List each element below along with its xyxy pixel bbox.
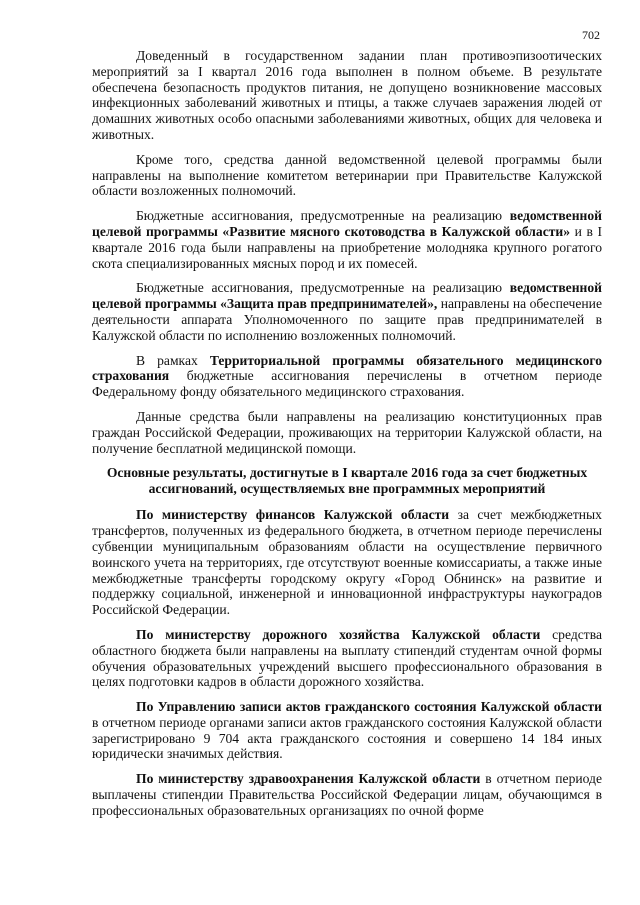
program-name: ведомственной целевой программы «Защита прав предпринимателей», (92, 280, 602, 312)
paragraph-entrepreneurs-program (92, 280, 602, 343)
paragraph-text-rest: за счет межбюджетных трансфертов, полученных из федерального бюджета, в отчетном периоде перечислены субвенции муниципальным образованиям области на осуществление первичного воинского учета на территориях, где отсутствуют военные комиссариаты, а также иные межбюджетные трансферты городскому округу «Город Обнинск» на развитие и поддержку социальной, инженерной и инновационной инфраструктуры наукоградов Российской Федерации. (92, 507, 602, 618)
program-name: ведомственной целевой программы «Развитие мясного скотоводства в Калужской области» (92, 208, 602, 239)
paragraph-medical-insurance (92, 353, 602, 400)
paragraph-text-lead: Бюджетные ассигнования, предусмотренные на реализацию (136, 208, 510, 224)
paragraph-plan-fulfillment (92, 48, 602, 143)
program-name: Территориальной программы обязательного медицинского страхования (92, 352, 603, 384)
ministry-name: По министерству дорожного хозяйства Калужской области (136, 626, 541, 642)
paragraph-text-rest: в отчетном периоде органами записи актов гражданского состояния Калужской области зарегистрировано 9 704 акта гражданского состояния и совершено 14 184 иных юридически значимых действия. (92, 714, 602, 762)
section-heading: Основные результаты, достигнутые в I квартале 2016 года за счет бюджетных ассигнований, осуществляемых вне программных мероприятий (106, 465, 588, 497)
paragraph-text-rest: направлены на обеспечение деятельности аппарата Уполномоченного по защите прав предпринимателей в Калужской области по исполнению возложенных полномочий. (92, 296, 602, 343)
paragraph-text-lead: Бюджетные ассигнования, предусмотренные на реализацию (136, 280, 510, 296)
ministry-name: По Управлению записи актов гражданского состояния Калужской области (136, 699, 602, 715)
paragraph-meat-cattle-program (92, 208, 602, 271)
paragraph-text: Доведенный в государственном задании план противоэпизоотических мероприятий за I квартал 2016 года выполнен в полном объеме. В результате обеспечена безопасность продуктов питания, не допущено возникновение массовых инфекционных заболеваний животных и птицы, а также случаев заражения людей от домашних животных особо опасными заболеваниями животных, общих для человека и животных. (92, 48, 602, 142)
paragraph-text-rest: и в I квартале 2016 года были направлены на приобретение молодняка крупного рогатого скота специализированных мясных пород и их помесей. (92, 223, 602, 271)
paragraph-text: Данные средства были направлены на реализацию конституционных прав граждан Российской Федерации, проживающих на территории Калужской области, на получение бесплатной медицинской помощи. (92, 408, 602, 456)
paragraph-veterinary-committee (92, 152, 602, 199)
page-number: 702 (582, 28, 600, 42)
paragraph-text-rest: средства областного бюджета были направлены на выплату стипендий студентам очной формы обучения образовательных учреждений высшего профессионального образования в целях подготовки кадров в области дорожного хозяйства. (92, 626, 603, 690)
paragraph-ministry-roads (92, 627, 602, 690)
ministry-name: По министерству здравоохранения Калужской области (136, 771, 481, 787)
ministry-name: По министерству финансов Калужской области (136, 507, 450, 523)
paragraph-text-lead: В рамках (136, 352, 210, 368)
paragraph-text: Кроме того, средства данной ведомственной целевой программы были направлены на выполнение комитетом ветеринарии при Правительстве Калужской области возложенных полномочий. (92, 151, 602, 199)
paragraph-text-rest: бюджетные ассигнования перечислены в отчетном периоде Федеральному фонду обязательного медицинского страхования. (92, 368, 602, 400)
paragraph-ministry-finance (92, 507, 602, 618)
paragraph-civil-registry (92, 699, 602, 762)
paragraph-text-rest: в отчетном периоде выплачены стипендии Правительства Российской Федерации лицам, обучающимся в профессиональных образовательных организациях по очной форме (92, 771, 602, 818)
paragraph-constitutional-rights (92, 409, 602, 456)
paragraph-ministry-health (92, 771, 602, 818)
